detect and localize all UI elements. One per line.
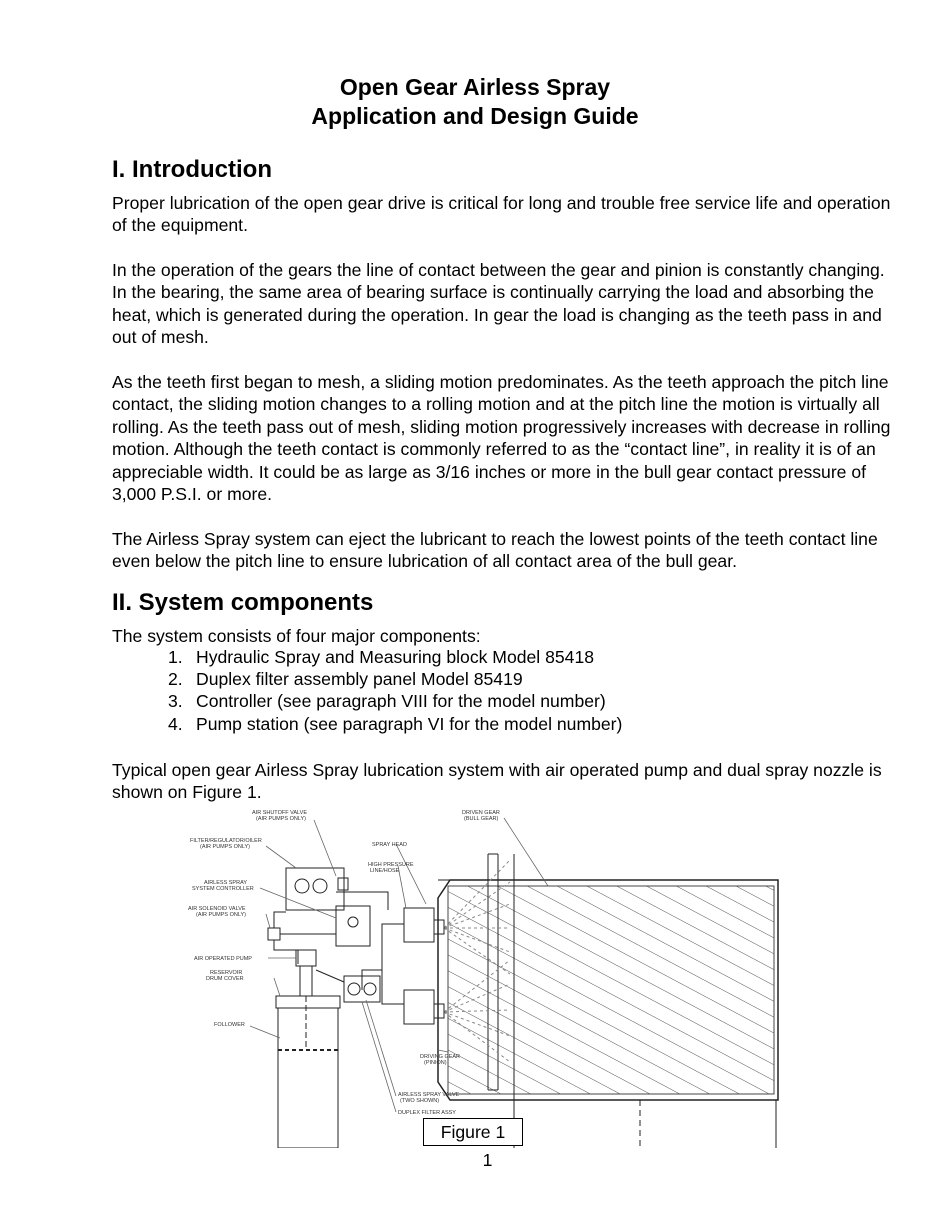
page-number: 1 [482, 1150, 493, 1170]
title-line-2: Application and Design Guide [311, 103, 639, 129]
figure-caption: Figure 1 [423, 1118, 523, 1146]
label-reservoir-2: DRUM COVER [206, 976, 244, 982]
label-driven-gear-2: (BULL GEAR) [464, 816, 499, 822]
label-air-shutoff-1: AIR SHUTOFF VALVE [252, 810, 308, 816]
label-spray-head: SPRAY HEAD [372, 842, 407, 848]
label-reservoir-1: RESERVOIR [210, 970, 243, 976]
label-filter-reg-1: FILTER/REGULATOR/OILER [190, 838, 262, 844]
list-item: 4. Pump station (see paragraph VI for the model number) [168, 714, 623, 734]
label-driving-gear-1: DRIVING GEAR [420, 1054, 461, 1060]
label-driven-gear-1: DRIVEN GEAR [462, 810, 500, 816]
label-air-shutoff-2: (AIR PUMPS ONLY) [256, 816, 307, 822]
label-solenoid-2: (AIR PUMPS ONLY) [196, 912, 247, 918]
label-duplex: DUPLEX FILTER ASSY [398, 1110, 456, 1116]
list-item: 1. Hydraulic Spray and Measuring block Model 85418 [168, 647, 595, 667]
label-controller-1: AIRLESS SPRAY [204, 880, 247, 886]
paragraph: As the teeth first began to mesh, a sliding motion predominates. As the teeth approach the pitch line contact, the sliding motion changes to a rolling motion and at the pitch line the motion is virtually all rolling. As the teeth pass out of mesh, sliding motion progressively increases with decrease in rolling motion. Although the teeth contact is commonly referred to as the “contact line”, in reality it is of an appreciable width. It could be as large as 3/16 inches or more in the bull gear contact pressure of 3,000 P.S.I. or more. [112, 372, 891, 505]
label-driving-gear-2: (PINION) [424, 1060, 447, 1066]
label-spray-valve-2: (TWO SHOWN) [400, 1098, 440, 1104]
section-1-heading: I. Introduction [112, 156, 272, 183]
label-follower: FOLLOWER [214, 1022, 245, 1028]
label-controller-2: SYSTEM CONTROLLER [192, 886, 254, 892]
section-2-heading: II. System components [112, 589, 374, 616]
system-diagram [186, 800, 782, 1148]
paragraph: The system consists of four major components: [112, 626, 481, 646]
title-line-1: Open Gear Airless Spray [339, 74, 611, 100]
label-filter-reg-2: (AIR PUMPS ONLY) [200, 844, 251, 850]
paragraph: Proper lubrication of the open gear drive is critical for long and trouble free service life and operation of the equipment. [112, 193, 891, 236]
label-spray-valve-1: AIRLESS SPRAY VALVE [398, 1092, 460, 1098]
list-item: 3. Controller (see paragraph VIII for the model number) [168, 691, 606, 711]
paragraph: In the operation of the gears the line of contact between the gear and pinion is constantly changing. In the bearing, the same area of bearing surface is continually carrying the load and absorbing the heat, which is generated during the operation. In gear the load is changing as the teeth pass in and out of mesh. [112, 260, 885, 348]
paragraph: Typical open gear Airless Spray lubrication system with air operated pump and dual spray nozzle is shown on Figure 1. [112, 760, 882, 803]
label-hp-hose-1: HIGH PRESSURE [368, 862, 414, 868]
paragraph: The Airless Spray system can eject the lubricant to reach the lowest points of the teeth contact line even below the pitch line to ensure lubrication of all contact area of the bull gear. [112, 529, 878, 572]
label-pump: AIR OPERATED PUMP [194, 956, 252, 962]
list-item: 2. Duplex filter assembly panel Model 85419 [168, 669, 523, 689]
label-hp-hose-2: LINE/HOSE [370, 868, 400, 874]
label-solenoid-1: AIR SOLENOID VALVE [188, 906, 246, 912]
